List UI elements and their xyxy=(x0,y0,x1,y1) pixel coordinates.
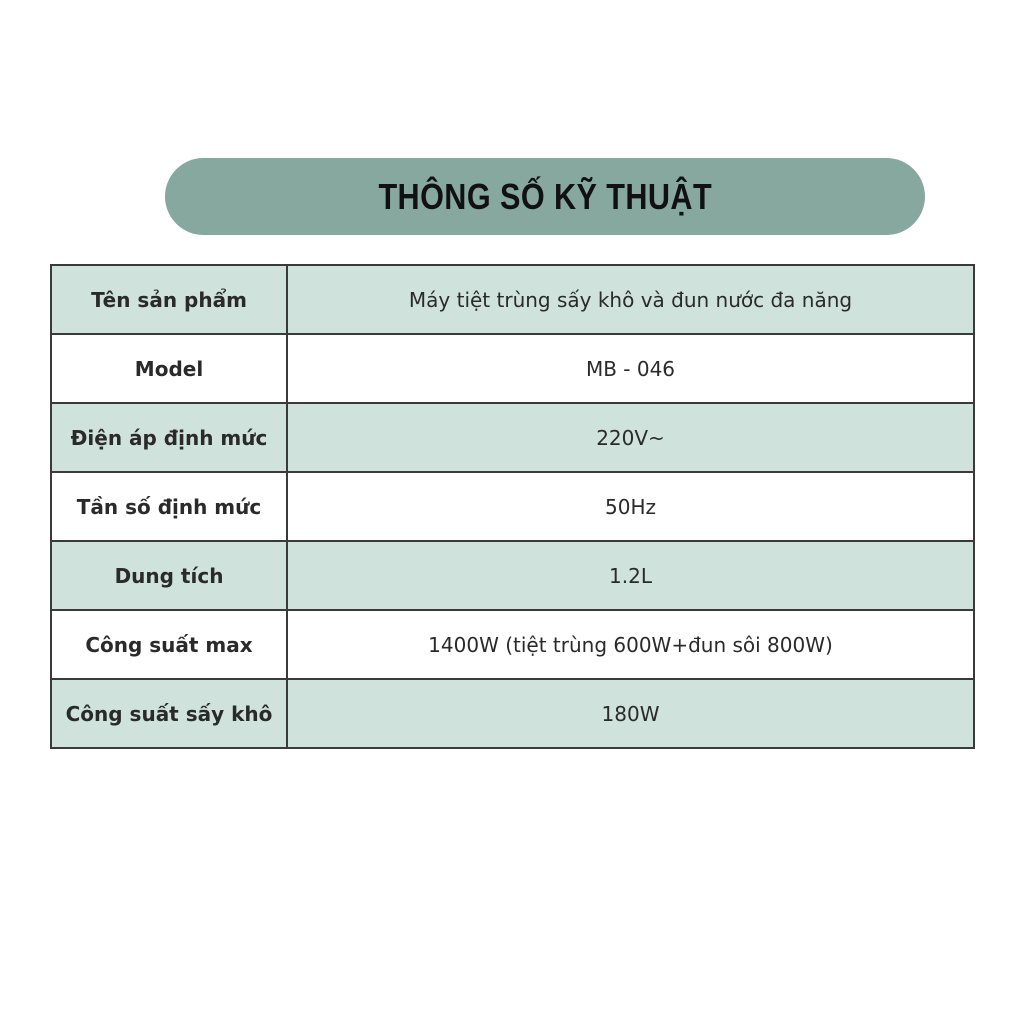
spec-value-drying-power: 180W xyxy=(287,679,974,748)
spec-table xyxy=(50,264,975,749)
spec-value-max-power: 1400W (tiệt trùng 600W+đun sôi 800W) xyxy=(287,610,974,679)
table-row xyxy=(51,334,974,403)
spec-label-product-name: Tên sản phẩm xyxy=(51,265,287,334)
spec-value-rated-voltage: 220V~ xyxy=(287,403,974,472)
spec-label-capacity: Dung tích xyxy=(51,541,287,610)
spec-value-rated-frequency: 50Hz xyxy=(287,472,974,541)
table-row xyxy=(51,403,974,472)
spec-label-drying-power: Công suất sấy khô xyxy=(51,679,287,748)
spec-label-rated-voltage: Điện áp định mức xyxy=(51,403,287,472)
title-banner xyxy=(165,158,925,235)
table-row xyxy=(51,679,974,748)
table-row xyxy=(51,265,974,334)
spec-label-max-power: Công suất max xyxy=(51,610,287,679)
table-row xyxy=(51,472,974,541)
spec-value-product-name: Máy tiệt trùng sấy khô và đun nước đa năng xyxy=(287,265,974,334)
table-row xyxy=(51,541,974,610)
table-row xyxy=(51,610,974,679)
page-title: THÔNG SỐ KỸ THUẬT xyxy=(378,175,712,217)
spec-label-model: Model xyxy=(51,334,287,403)
spec-label-rated-frequency: Tần số định mức xyxy=(51,472,287,541)
spec-value-model: MB - 046 xyxy=(287,334,974,403)
spec-value-capacity: 1.2L xyxy=(287,541,974,610)
